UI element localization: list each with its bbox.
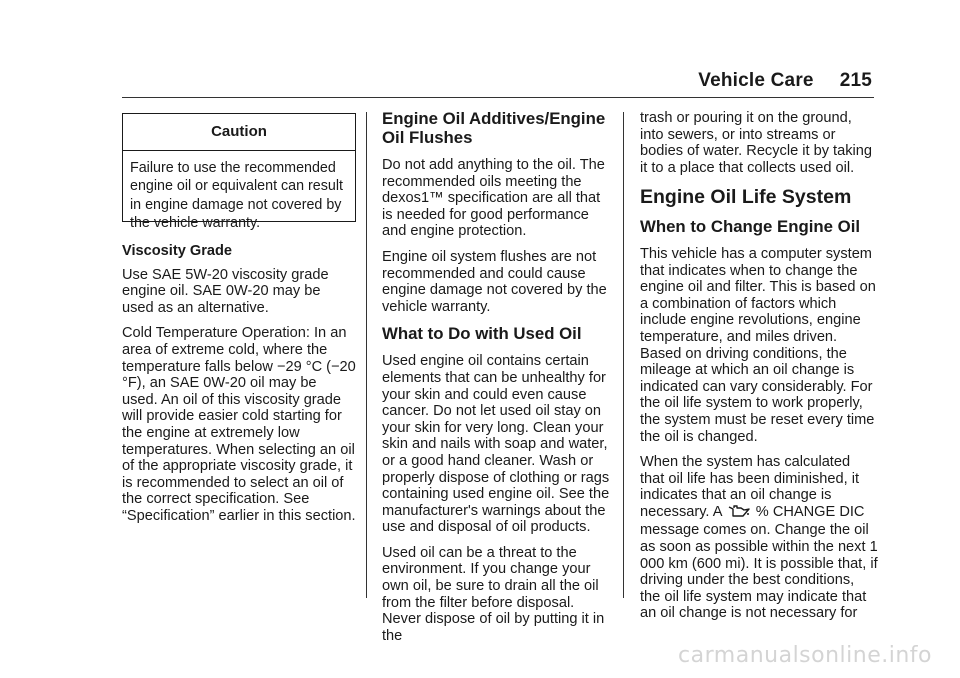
- additives-heading: Engine Oil Additives/Engine Oil Flushes: [382, 109, 606, 147]
- column-left: [122, 110, 356, 534]
- oil-life-paragraph-1: This vehicle has a computer system that indicates when to change the engine oil and filter. This is based on a combination of factors which include engine revolutions, engine temperature, and miles driven. Based on driving conditions, the mileage at which an oil change is indicated can vary considerably. For the oil life system to work properly, the system must be reset every time the oil is changed.: [640, 245, 876, 445]
- page-number: 215: [839, 70, 872, 91]
- oil-life-text-after-icon: % CHANGE DIC message comes on. Change the oil as soon as possible within the next 1 000 km (600 mi). It is possible that, if driving under the best conditions, the oil life system may indicate that an oil change is not necessary for: [640, 503, 878, 622]
- oil-life-paragraph-2: [640, 454, 878, 622]
- section-title: Vehicle Care: [698, 70, 814, 91]
- viscosity-paragraph-2: Cold Temperature Operation: In an area of extreme cold, where the temperature falls below −29 °C (−20 °F), an SAE 0W-20 oil may be used. An oil of this viscosity grade will provide easier cold starting for the engine at extremely low temperatures. When selecting an oil of the appropriate viscosity grade, it is recommended to select an oil of the correct specification. See “Specification” earlier in this section.: [122, 325, 356, 524]
- oil-life-text-before-icon: When the system has calculated that oil life has been diminished, it indicates that an oil change is necessary. A: [640, 454, 860, 520]
- column-divider-2: [623, 112, 624, 598]
- used-oil-paragraph-2: Used oil can be a threat to the environment. If you change your own oil, be sure to drain all the oil from the filter before disposal. Never dispose of oil by putting it in the: [382, 544, 605, 644]
- used-oil-heading: What to Do with Used Oil: [382, 324, 582, 344]
- additives-paragraph-1: Do not add anything to the oil. The recommended oils meeting the dexos1™ specification are all that is needed for good performance and engine protection.: [382, 157, 605, 240]
- additives-paragraph-2: Engine oil system flushes are not recommended and could cause engine damage not covered by the vehicle warranty.: [382, 248, 607, 315]
- watermark: carmanualsonline.info: [678, 643, 932, 668]
- caution-body: Failure to use the recommended engine oil or equivalent can result in engine damage not covered by the vehicle warranty.: [130, 160, 344, 232]
- column-divider-1: [366, 112, 367, 598]
- caution-box: [122, 113, 356, 232]
- viscosity-heading: Viscosity Grade: [122, 243, 233, 259]
- caution-rule: [123, 150, 355, 151]
- viscosity-paragraph-1: Use SAE 5W-20 viscosity grade engine oil. SAE 0W-20 may be used as an alternative.: [122, 266, 329, 316]
- used-oil-paragraph-2-continued: trash or pouring it on the ground, into sewers, or into streams or bodies of water. Recycle it by taking it to a place that collects used oil.: [640, 110, 872, 176]
- oil-life-heading: Engine Oil Life System: [640, 186, 852, 209]
- header-rule: [122, 97, 874, 98]
- caution-title: Caution: [211, 123, 267, 140]
- column-right: [640, 110, 878, 631]
- column-middle: [382, 109, 614, 653]
- oil-can-icon: [728, 505, 750, 523]
- used-oil-paragraph-1: Used engine oil contains certain elements that can be unhealthy for your skin and could even cause cancer. Do not let used oil stay on your skin for very long. Clean your skin and nails with soap and water, or a good hand cleaner. Wash or properly dispose of clothing or rags containing used engine oil. See the manufacturer's warnings about the use and disposal of oil products.: [382, 353, 610, 536]
- page-header: [698, 70, 872, 92]
- when-to-change-heading: When to Change Engine Oil: [640, 216, 861, 236]
